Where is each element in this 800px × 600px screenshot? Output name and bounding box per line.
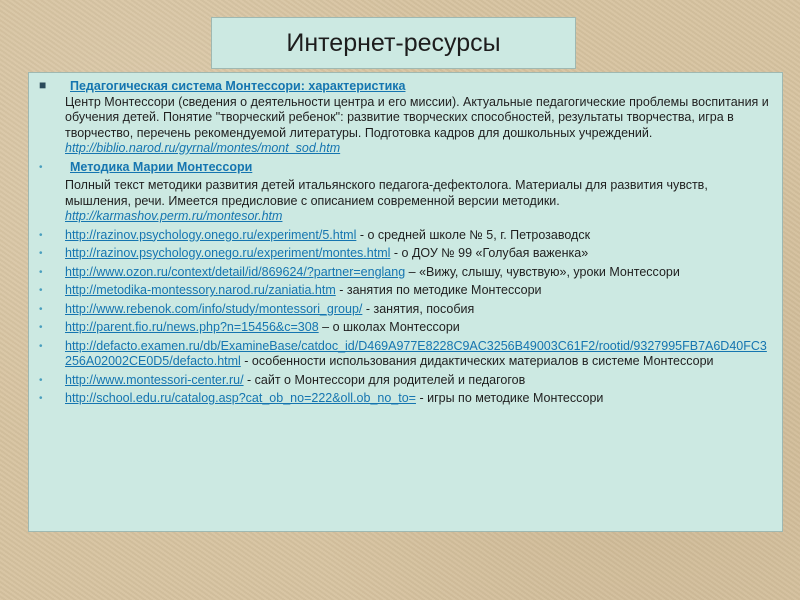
list-item [37,320,770,336]
resource-note: - игры по методике Монтессори [415,391,604,405]
bullet-icon: • [39,229,43,241]
resource-link[interactable]: http://karmashov.perm.ru/montesor.htm [65,209,283,223]
resource-note: - занятия, пособия [362,301,475,316]
list-item [37,160,770,225]
resource-link[interactable]: http://school.edu.ru/catalog.asp?cat_ob_no=222&oll.ob_no_to= [65,391,416,405]
list-item [37,265,770,281]
resource-heading-link[interactable]: Методика Марии Монтессори [70,159,253,174]
bullet-icon: ■ [39,78,47,92]
resource-link[interactable]: http://parent.fio.ru/news.php?n=15456&c=308 [65,320,319,334]
resource-description: Полный текст методики развития детей итальянского педагога-дефектолога. Материалы для развития чувств, мышления, речи. Имеется предисловие с описанием современной версии методики. [65,178,708,208]
list-item [37,391,770,407]
resource-note: - сайт о Монтессори для родителей и педагогов [243,372,526,387]
resource-link[interactable]: http://www.rebenok.com/info/study/montessori_group/ [65,301,363,316]
list-item [37,228,770,244]
bullet-icon: • [39,161,43,173]
resource-link[interactable]: http://defacto.examen.ru/db/ExamineBase/catdoc_id/D469A977E8228C9AC3256B49003C61F2/rootid/9327995FB7A6D40FC3256A02002CE0D5/defacto.html [65,338,767,368]
resources-panel [28,72,783,532]
list-item [37,373,770,389]
resource-note: - особенности использования дидактических материалов в системе Монтессори [240,354,714,368]
resource-note: – «Вижу, слышу, чувствую», уроки Монтессори [405,264,680,279]
bullet-icon: • [39,322,43,333]
resource-note: - о ДОУ № 99 «Голубая важенка» [390,246,589,260]
bullet-icon: • [39,248,43,259]
resource-description: Центр Монтессори (сведения о деятельности центра и его миссии). Актуальные педагогические проблемы воспитания и обучения детей. Понятие "творческий ребенок": развитие творческих способностей, результаты творчества, игра в творчество, перечень рекомендуемой литературы. Подготовка кадров для дошкольных учреждений. [65,94,769,140]
bullet-icon: • [39,393,43,404]
bullet-icon: • [39,266,43,278]
list-item [37,246,770,262]
resource-note: – о школах Монтессори [318,320,460,334]
resource-link[interactable]: http://razinov.psychology.onego.ru/experiment/montes.html [65,246,391,260]
list-item [37,339,770,370]
slide-title: Интернет-ресурсы [211,17,576,69]
resource-note: - занятия по методике Монтессори [335,283,542,297]
resource-link[interactable]: http://biblio.narod.ru/gyrnal/montes/mont_sod.htm [65,141,341,155]
bullet-icon: • [39,374,43,386]
bullet-icon: • [39,303,43,315]
bullet-icon: • [39,340,43,352]
list-item [37,283,770,299]
resource-note: - о средней школе № 5, г. Петрозаводск [356,227,591,242]
resource-link[interactable]: http://www.montessori-center.ru/ [65,372,244,387]
resource-list [37,79,770,407]
resource-heading-link[interactable]: Педагогическая система Монтессори: характеристика [70,79,406,93]
resource-link[interactable]: http://www.ozon.ru/context/detail/id/869624/?partner=englang [65,264,406,279]
resource-link[interactable]: http://razinov.psychology.onego.ru/experiment/5.html [65,227,357,242]
bullet-icon: • [39,285,43,296]
list-item [37,79,770,157]
resource-link[interactable]: http://metodika-montessory.narod.ru/zaniatia.htm [65,283,336,297]
list-item [37,302,770,318]
